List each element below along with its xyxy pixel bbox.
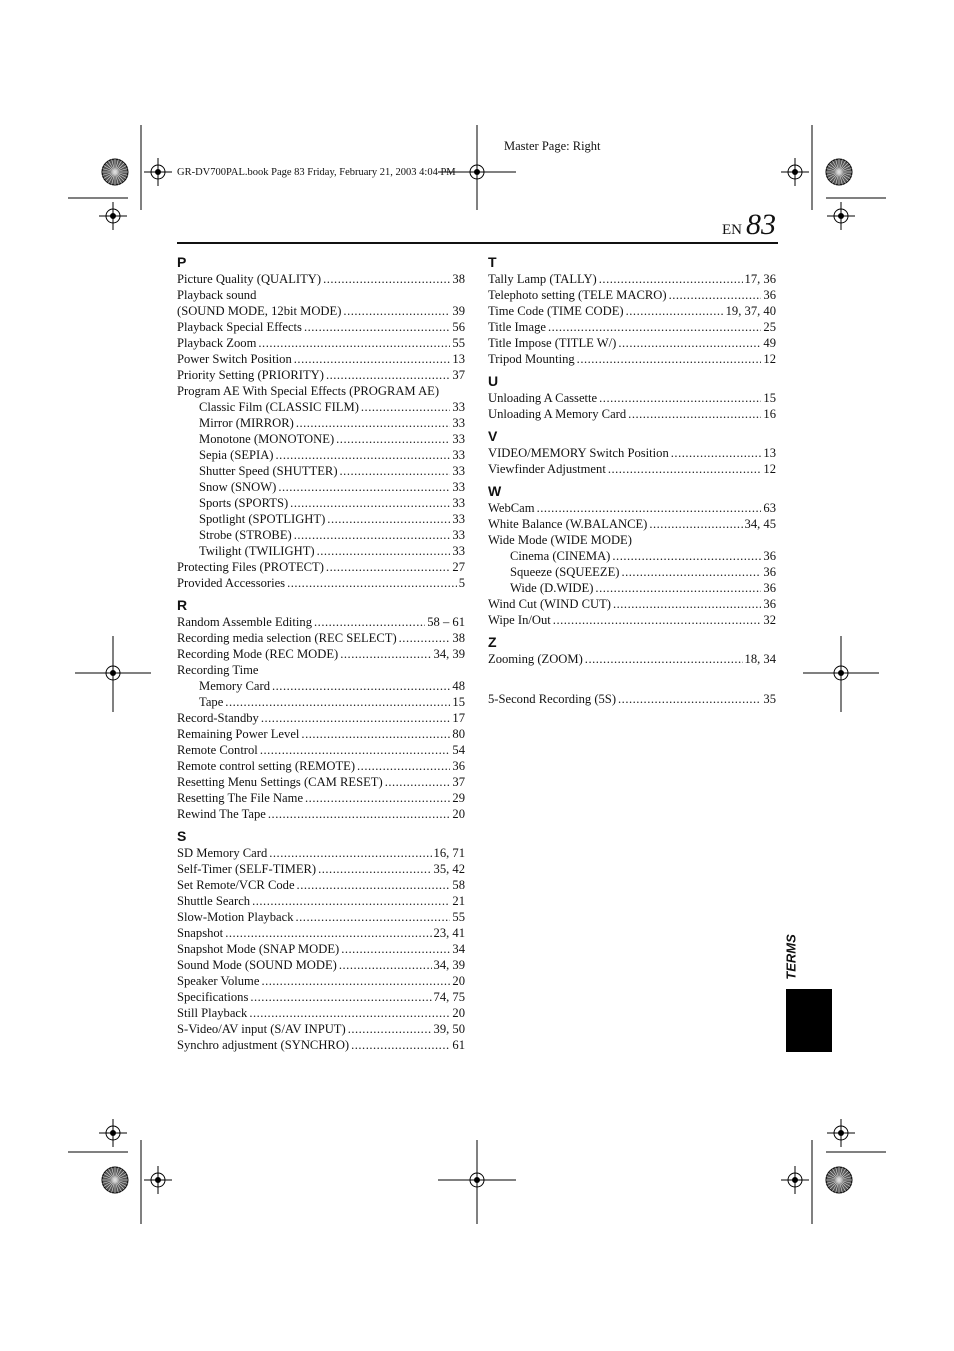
language-label: EN (722, 222, 742, 238)
entry-term: WebCam (488, 501, 535, 515)
index-entry (488, 500, 776, 516)
index-entry (177, 774, 465, 790)
index-heading: Recording Time (177, 663, 259, 677)
section-letter: R (177, 597, 188, 613)
index-subentry (177, 479, 465, 495)
entry-term: Self-Timer (SELF-TIMER) (177, 862, 317, 876)
entry-page-ref: 33 (452, 416, 465, 430)
crosshair-mark (99, 1119, 127, 1147)
page-header (700, 208, 776, 242)
entry-page-ref: 13 (763, 446, 776, 460)
dot-leader (297, 877, 451, 893)
dot-leader (339, 957, 432, 973)
index-entry (488, 303, 776, 319)
entry-page-ref: 12 (763, 462, 776, 476)
entry-page-ref: 33 (452, 400, 465, 414)
entry-term: Specifications (177, 990, 249, 1004)
entry-page-ref: 29 (452, 791, 465, 805)
entry-term: Protecting Files (PROTECT) (177, 560, 324, 574)
dot-leader (585, 651, 743, 667)
entry-page-ref: 39 (452, 304, 465, 318)
spacer (488, 667, 776, 691)
dot-leader (250, 989, 431, 1005)
book-file-info: GR-DV700PAL.book Page 83 Friday, February 21, 2003 4:04 PM (177, 167, 456, 178)
dot-leader (318, 861, 431, 877)
entry-term: Viewfinder Adjustment (488, 462, 606, 476)
entry-term: Still Playback (177, 1006, 248, 1020)
terms-tab-label: TERMS (783, 934, 799, 980)
dot-leader (314, 614, 425, 630)
entry-term: Monotone (MONOTONE) (199, 432, 335, 446)
entry-term: Random Assemble Editing (177, 615, 313, 629)
index-entry (488, 351, 776, 367)
entry-page-ref: 18, 34 (744, 652, 776, 666)
index-entry (177, 909, 465, 925)
dot-leader (608, 461, 762, 477)
index-subentry (177, 399, 465, 415)
entry-page-ref: 36 (763, 549, 776, 563)
entry-page-ref: 33 (452, 528, 465, 542)
entry-term: Sports (SPORTS) (199, 496, 289, 510)
entry-term: Wide (D.WIDE) (510, 581, 594, 595)
entry-page-ref: 15 (763, 391, 776, 405)
crosshair-mark (827, 1119, 855, 1147)
entry-term: Telephoto setting (TELE MACRO) (488, 288, 667, 302)
dot-leader (341, 941, 450, 957)
dot-leader (249, 1005, 450, 1021)
entry-page-ref: 33 (452, 496, 465, 510)
entry-term: Snapshot (177, 926, 224, 940)
dot-leader (577, 351, 762, 367)
index-entry (177, 845, 465, 861)
index-entry (177, 646, 465, 662)
index-entry (177, 758, 465, 774)
dot-leader (278, 479, 450, 495)
dot-leader (669, 287, 762, 303)
dot-leader (361, 399, 451, 415)
index-subentry (177, 694, 465, 710)
entry-page-ref: 17, 36 (744, 272, 776, 286)
index-entry (177, 351, 465, 367)
dot-leader (258, 335, 450, 351)
dot-leader (272, 678, 450, 694)
header-rule (177, 242, 778, 244)
entry-page-ref: 80 (452, 727, 465, 741)
index-entry (177, 710, 465, 726)
entry-term: Tape (199, 695, 224, 709)
entry-term: Snapshot Mode (SNAP MODE) (177, 942, 340, 956)
entry-term: White Balance (W.BALANCE) (488, 517, 648, 531)
entry-page-ref: 17 (452, 711, 465, 725)
entry-term: Picture Quality (QUALITY) (177, 272, 322, 286)
dot-leader (252, 893, 450, 909)
dot-leader (261, 973, 450, 989)
index-heading: Playback sound (177, 288, 257, 302)
entry-page-ref: 36 (763, 581, 776, 595)
entry-term: Wind Cut (WIND CUT) (488, 597, 611, 611)
dot-leader (296, 415, 451, 431)
dot-leader (618, 335, 761, 351)
index-entry (177, 367, 465, 383)
index-heading: Wide Mode (WIDE MODE) (488, 533, 632, 547)
index-subentry (488, 548, 776, 564)
page-number: 83 (746, 208, 776, 241)
dot-leader (599, 271, 743, 287)
sunburst-mark (102, 159, 128, 185)
entry-term: Snow (SNOW) (199, 480, 277, 494)
index-subentry (177, 415, 465, 431)
entry-term: Recording media selection (REC SELECT) (177, 631, 397, 645)
dot-leader (595, 580, 761, 596)
index-heading: Program AE With Special Effects (PROGRAM AE) (177, 384, 440, 398)
index-entry (177, 575, 465, 591)
index-entry (177, 925, 465, 941)
entry-term: Resetting Menu Settings (CAM RESET) (177, 775, 383, 789)
entry-term: Unloading A Cassette (488, 391, 598, 405)
dot-leader (340, 463, 451, 479)
entry-page-ref: 35, 42 (433, 862, 465, 876)
entry-page-ref: 15 (452, 695, 465, 709)
entry-page-ref: 37 (452, 368, 465, 382)
entry-term: Shuttle Search (177, 894, 251, 908)
index-entry (488, 651, 776, 667)
sunburst-mark (826, 159, 852, 185)
index-subentry (488, 564, 776, 580)
index-entry (177, 319, 465, 335)
entry-page-ref: 54 (452, 743, 465, 757)
index-entry (177, 1037, 465, 1053)
entry-page-ref: 20 (452, 974, 465, 988)
entry-term: Twilight (TWILIGHT) (199, 544, 315, 558)
entry-page-ref: 23, 41 (433, 926, 465, 940)
entry-page-ref: 20 (452, 807, 465, 821)
entry-term: Playback Zoom (177, 336, 257, 350)
dot-leader (348, 1021, 432, 1037)
entry-page-ref: 12 (763, 352, 776, 366)
index-entry (177, 630, 465, 646)
index-right-column (488, 254, 776, 707)
section-letter: U (488, 373, 499, 389)
entry-term: Recording Mode (REC MODE) (177, 647, 339, 661)
index-entry (177, 303, 465, 319)
entry-page-ref: 36 (763, 565, 776, 579)
index-entry (177, 790, 465, 806)
index-entry (488, 406, 776, 422)
sunburst-mark (102, 1167, 128, 1193)
index-entry (488, 445, 776, 461)
entry-page-ref: 27 (452, 560, 465, 574)
entry-term: Shutter Speed (SHUTTER) (199, 464, 338, 478)
entry-term: Mirror (MIRROR) (199, 416, 294, 430)
entry-page-ref: 63 (763, 501, 776, 515)
index-entry (488, 319, 776, 335)
entry-term: Remote Control (177, 743, 258, 757)
entry-page-ref: 49 (763, 336, 776, 350)
entry-page-ref: 33 (452, 480, 465, 494)
index-entry (177, 989, 465, 1005)
entry-term: VIDEO/MEMORY Switch Position (488, 446, 669, 460)
entry-page-ref: 19, 37, 40 (725, 304, 776, 318)
entry-term: Wipe In/Out (488, 613, 551, 627)
dot-leader (287, 575, 457, 591)
index-entry (177, 614, 465, 630)
index-entry (177, 726, 465, 742)
dot-leader (351, 1037, 450, 1053)
entry-term: Spotlight (SPOTLIGHT) (199, 512, 326, 526)
index-entry (488, 271, 776, 287)
entry-page-ref: 25 (763, 320, 776, 334)
entry-term: Tally Lamp (TALLY) (488, 272, 597, 286)
entry-term: Set Remote/VCR Code (177, 878, 295, 892)
section-letter: S (177, 828, 187, 844)
index-subentry (177, 431, 465, 447)
dot-leader (599, 390, 761, 406)
dot-leader (613, 596, 761, 612)
entry-page-ref: 34, 45 (744, 517, 776, 531)
index-entry (177, 335, 465, 351)
entry-page-ref: 21 (452, 894, 465, 908)
index-subentry (177, 511, 465, 527)
dot-leader (225, 694, 450, 710)
dot-leader (260, 742, 451, 758)
entry-page-ref: 34, 39 (433, 647, 465, 661)
entry-page-ref: 56 (452, 320, 465, 334)
entry-page-ref: 37 (452, 775, 465, 789)
index-entry (177, 893, 465, 909)
dot-leader (357, 758, 450, 774)
dot-leader (385, 774, 451, 790)
crosshair-mark (781, 158, 809, 186)
entry-page-ref: 33 (452, 512, 465, 526)
crosshair-mark (781, 1166, 809, 1194)
entry-term: Speaker Volume (177, 974, 260, 988)
entry-term: Rewind The Tape (177, 807, 266, 821)
entry-page-ref: 48 (452, 679, 465, 693)
index-entry (488, 691, 776, 707)
dot-leader (261, 710, 451, 726)
entry-page-ref: 58 – 61 (427, 615, 465, 629)
entry-term: (SOUND MODE, 12bit MODE) (177, 304, 342, 318)
index-entry (177, 973, 465, 989)
entry-page-ref: 36 (763, 597, 776, 611)
dot-leader (301, 726, 450, 742)
entry-term: SD Memory Card (177, 846, 268, 860)
entry-term: Slow-Motion Playback (177, 910, 294, 924)
entry-term: Title Image (488, 320, 546, 334)
entry-page-ref: 33 (452, 432, 465, 446)
entry-page-ref: 33 (452, 464, 465, 478)
index-subentry (177, 463, 465, 479)
index-entry (488, 596, 776, 612)
entry-page-ref: 5 (458, 576, 465, 590)
entry-term: Resetting The File Name (177, 791, 304, 805)
index-entry (488, 335, 776, 351)
dot-leader (626, 303, 724, 319)
index-entry (177, 742, 465, 758)
index-entry (177, 1021, 465, 1037)
entry-term: Classic Film (CLASSIC FILM) (199, 400, 359, 414)
dot-leader (537, 500, 762, 516)
index-entry (177, 806, 465, 822)
dot-leader (317, 543, 451, 559)
index-entry (177, 957, 465, 973)
entry-page-ref: 35 (763, 692, 776, 706)
dot-leader (548, 319, 761, 335)
section-letter: P (177, 254, 187, 270)
entry-page-ref: 74, 75 (433, 990, 465, 1004)
dot-leader (294, 527, 451, 543)
index-subentry (177, 527, 465, 543)
entry-term: Provided Accessories (177, 576, 286, 590)
entry-term: Priority Setting (PRIORITY) (177, 368, 324, 382)
dot-leader (399, 630, 451, 646)
index-subentry (177, 543, 465, 559)
entry-page-ref: 33 (452, 448, 465, 462)
entry-term: Squeeze (SQUEEZE) (510, 565, 620, 579)
index-subentry (177, 447, 465, 463)
dot-leader (336, 431, 450, 447)
index-subentry (177, 678, 465, 694)
crosshair-mark (144, 1166, 172, 1194)
crosshair-mark (144, 158, 172, 186)
index-subentry (177, 495, 465, 511)
sunburst-mark (826, 1167, 852, 1193)
dot-leader (294, 351, 451, 367)
section-letter: Z (488, 634, 497, 650)
section-letter: W (488, 483, 502, 499)
entry-page-ref: 33 (452, 544, 465, 558)
dot-leader (225, 925, 431, 941)
entry-page-ref: 34 (452, 942, 465, 956)
dot-leader (276, 447, 451, 463)
entry-term: Record-Standby (177, 711, 259, 725)
entry-term: Sound Mode (SOUND MODE) (177, 958, 337, 972)
dot-leader (268, 806, 451, 822)
index-entry (488, 461, 776, 477)
index-entry (177, 271, 465, 287)
dot-leader (296, 909, 451, 925)
entry-term: Remaining Power Level (177, 727, 300, 741)
entry-page-ref: 34, 39 (433, 958, 465, 972)
entry-page-ref: 16, 71 (433, 846, 465, 860)
index-entry (177, 941, 465, 957)
entry-term: Sepia (SEPIA) (199, 448, 274, 462)
crosshair-mark (827, 202, 855, 230)
terms-tab-block (786, 989, 832, 1052)
dot-leader (290, 495, 450, 511)
entry-page-ref: 38 (452, 272, 465, 286)
entry-term: Remote control setting (REMOTE) (177, 759, 356, 773)
dot-leader (305, 790, 450, 806)
entry-term: Playback Special Effects (177, 320, 302, 334)
index-entry (177, 877, 465, 893)
entry-term: Memory Card (199, 679, 270, 693)
dot-leader (621, 564, 761, 580)
entry-term: Strobe (STROBE) (199, 528, 292, 542)
index-entry (177, 559, 465, 575)
entry-term: 5-Second Recording (5S) (488, 692, 617, 706)
index-entry (177, 1005, 465, 1021)
entry-page-ref: 36 (763, 288, 776, 302)
dot-leader (326, 367, 450, 383)
dot-leader (671, 445, 762, 461)
entry-term: Cinema (CINEMA) (510, 549, 611, 563)
index-entry (488, 612, 776, 628)
entry-term: S-Video/AV input (S/AV INPUT) (177, 1022, 346, 1036)
entry-page-ref: 38 (452, 631, 465, 645)
dot-leader (343, 303, 450, 319)
section-letter: V (488, 428, 498, 444)
dot-leader (323, 271, 450, 287)
dot-leader (327, 511, 450, 527)
index-entry (488, 390, 776, 406)
index-entry (488, 516, 776, 532)
entry-page-ref: 55 (452, 336, 465, 350)
entry-page-ref: 61 (452, 1038, 465, 1052)
dot-leader (304, 319, 450, 335)
entry-term: Tripod Mounting (488, 352, 575, 366)
index-left-column (177, 254, 465, 1053)
dot-leader (340, 646, 431, 662)
entry-page-ref: 20 (452, 1006, 465, 1020)
index-subentry (488, 580, 776, 596)
entry-page-ref: 58 (452, 878, 465, 892)
entry-term: Zooming (ZOOM) (488, 652, 583, 666)
dot-leader (628, 406, 761, 422)
entry-term: Unloading A Memory Card (488, 407, 627, 421)
index-entry (177, 861, 465, 877)
entry-page-ref: 36 (452, 759, 465, 773)
entry-term: Synchro adjustment (SYNCHRO) (177, 1038, 350, 1052)
dot-leader (612, 548, 761, 564)
entry-page-ref: 13 (452, 352, 465, 366)
entry-term: Power Switch Position (177, 352, 292, 366)
dot-leader (649, 516, 742, 532)
dot-leader (326, 559, 450, 575)
entry-page-ref: 32 (763, 613, 776, 627)
entry-page-ref: 39, 50 (433, 1022, 465, 1036)
entry-page-ref: 16 (763, 407, 776, 421)
crosshair-mark (99, 202, 127, 230)
dot-leader (553, 612, 762, 628)
index-entry (488, 287, 776, 303)
entry-term: Time Code (TIME CODE) (488, 304, 624, 318)
entry-term: Title Impose (TITLE W/) (488, 336, 617, 350)
dot-leader (618, 691, 761, 707)
entry-page-ref: 55 (452, 910, 465, 924)
section-letter: T (488, 254, 497, 270)
dot-leader (269, 845, 431, 861)
master-page-label: Master Page: Right (504, 139, 601, 153)
